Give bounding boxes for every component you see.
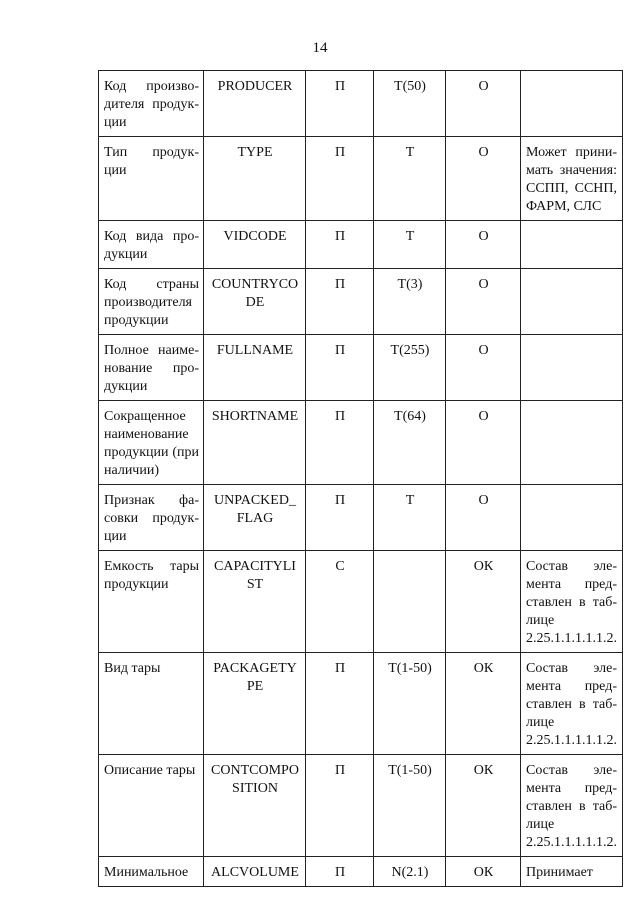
element-code-cell: PRODUCER (204, 71, 306, 137)
table-row (99, 857, 623, 887)
element-code-cell: CONTCOMPO SITION (204, 755, 306, 857)
multiplicity-cell: О (446, 137, 521, 221)
multiplicity-cell: ОК (446, 755, 521, 857)
table-row (99, 485, 623, 551)
type-cell (374, 551, 446, 653)
element-name-cell: Минимальное (99, 857, 204, 887)
element-code-cell: VIDCODE (204, 221, 306, 269)
type-cell: N(2.1) (374, 857, 446, 887)
element-name-cell: Код страны производителя продукции (99, 269, 204, 335)
element-code-cell: COUNTRYCO DE (204, 269, 306, 335)
element-name-cell: Полное наиме-нование про-дукции (99, 335, 204, 401)
note-cell (521, 221, 623, 269)
table-row (99, 653, 623, 755)
note-cell (521, 335, 623, 401)
element-code-cell: SHORTNAME (204, 401, 306, 485)
element-code-cell: ALCVOLUME (204, 857, 306, 887)
table-row (99, 755, 623, 857)
note-cell (521, 71, 623, 137)
note-cell (521, 401, 623, 485)
element-code-cell: UNPACKED_ FLAG (204, 485, 306, 551)
element-code-cell: CAPACITYLI ST (204, 551, 306, 653)
element-name-cell: Вид тары (99, 653, 204, 755)
note-cell: Состав эле-мента пред-ставлен в таб-лице 2.25.1.1.1.1.1.2. (521, 551, 623, 653)
table-row (99, 269, 623, 335)
note-cell: Состав эле-мента пред-ставлен в таб-лице 2.25.1.1.1.1.1.2. (521, 755, 623, 857)
required-cell: П (306, 221, 374, 269)
required-cell: П (306, 269, 374, 335)
required-cell: П (306, 71, 374, 137)
type-cell: T (374, 137, 446, 221)
required-cell: П (306, 857, 374, 887)
required-cell: П (306, 401, 374, 485)
element-code-cell: TYPE (204, 137, 306, 221)
note-cell (521, 269, 623, 335)
note-cell: Принимает (521, 857, 623, 887)
required-cell: П (306, 653, 374, 755)
type-cell: T(1-50) (374, 755, 446, 857)
page-number: 14 (312, 40, 328, 56)
required-cell: П (306, 485, 374, 551)
multiplicity-cell: О (446, 335, 521, 401)
table-row (99, 551, 623, 653)
element-code-cell: FULLNAME (204, 335, 306, 401)
multiplicity-cell: ОК (446, 551, 521, 653)
element-name-cell: Емкость тары продукции (99, 551, 204, 653)
table-row (99, 71, 623, 137)
type-cell: T(50) (374, 71, 446, 137)
required-cell: С (306, 551, 374, 653)
type-cell: T(1-50) (374, 653, 446, 755)
type-cell: T (374, 221, 446, 269)
required-cell: П (306, 335, 374, 401)
multiplicity-cell: О (446, 269, 521, 335)
note-cell (521, 485, 623, 551)
element-name-cell: Описание тары (99, 755, 204, 857)
multiplicity-cell: О (446, 485, 521, 551)
note-cell: Может прини-мать значения: ССПП, ССНП, ФАРМ, СЛС (521, 137, 623, 221)
multiplicity-cell: О (446, 221, 521, 269)
element-name-cell: Признак фа-совки продук-ции (99, 485, 204, 551)
note-cell: Состав эле-мента пред-ставлен в таб-лице 2.25.1.1.1.1.1.2. (521, 653, 623, 755)
element-code-cell: PACKAGETY PE (204, 653, 306, 755)
required-cell: П (306, 137, 374, 221)
element-name-cell: Сокращенное наименование продукции (при наличии) (99, 401, 204, 485)
type-cell: T (374, 485, 446, 551)
type-cell: T(64) (374, 401, 446, 485)
multiplicity-cell: ОК (446, 857, 521, 887)
table-row (99, 401, 623, 485)
type-cell: T(255) (374, 335, 446, 401)
table-row (99, 221, 623, 269)
multiplicity-cell: О (446, 71, 521, 137)
type-cell: T(3) (374, 269, 446, 335)
table-row (99, 335, 623, 401)
element-name-cell: Код вида про-дукции (99, 221, 204, 269)
table-row (99, 137, 623, 221)
element-name-cell: Код произво-дителя продук-ции (99, 71, 204, 137)
multiplicity-cell: О (446, 401, 521, 485)
elements-table (98, 70, 623, 887)
required-cell: П (306, 755, 374, 857)
multiplicity-cell: ОК (446, 653, 521, 755)
element-name-cell: Тип продук-ции (99, 137, 204, 221)
